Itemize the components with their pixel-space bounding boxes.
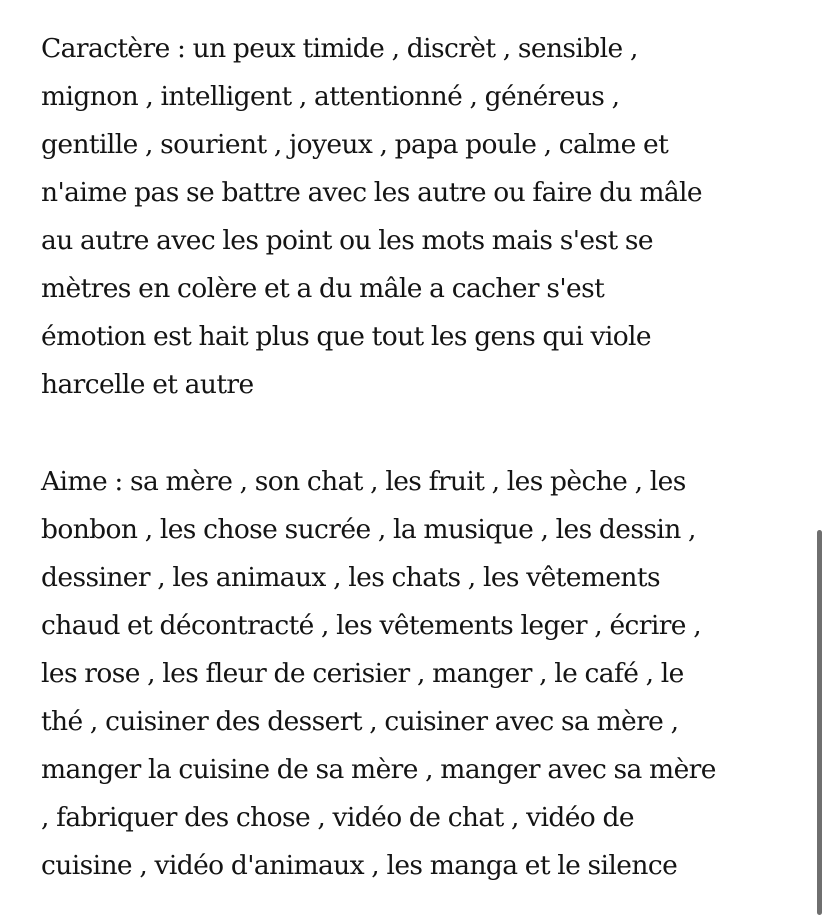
text-line: les rose , les fleur de cerisier , manger , le café , le — [41, 658, 684, 689]
text-line: mètres en colère et a du mâle a cacher s'est — [41, 273, 605, 304]
text-line: émotion est hait plus que tout les gens qui viole — [41, 321, 652, 352]
text-line: bonbon , les chose sucrée , la musique , les dessin , — [41, 514, 696, 545]
text-line: , fabriquer des chose , vidéo de chat , vidéo de — [41, 802, 634, 833]
paragraph-caractere — [41, 25, 801, 409]
text-line: Caractère : un peux timide , discrèt , sensible , — [41, 33, 638, 64]
text-line: Aime : sa mère , son chat , les fruit , les pèche , les — [41, 466, 686, 497]
scrollbar-thumb[interactable] — [817, 530, 822, 915]
text-line: chaud et décontracté , les vêtements leger , écrire , — [41, 610, 702, 641]
text-line: harcelle et autre — [41, 369, 254, 400]
text-line: manger la cuisine de sa mère , manger avec sa mère — [41, 754, 716, 785]
text-line: thé , cuisiner des dessert , cuisiner avec sa mère , — [41, 706, 679, 737]
text-line: gentille , sourient , joyeux , papa poule , calme et — [41, 129, 669, 160]
text-line: cuisine , vidéo d'animaux , les manga et le silence — [41, 850, 678, 881]
paragraph-aime — [41, 458, 801, 890]
text-line: dessiner , les animaux , les chats , les vêtements — [41, 562, 660, 593]
text-line: au autre avec les point ou les mots mais s'est se — [41, 225, 653, 256]
text-line: mignon , intelligent , attentionné , généreus , — [41, 81, 620, 112]
text-line: n'aime pas se battre avec les autre ou faire du mâle — [41, 177, 703, 208]
